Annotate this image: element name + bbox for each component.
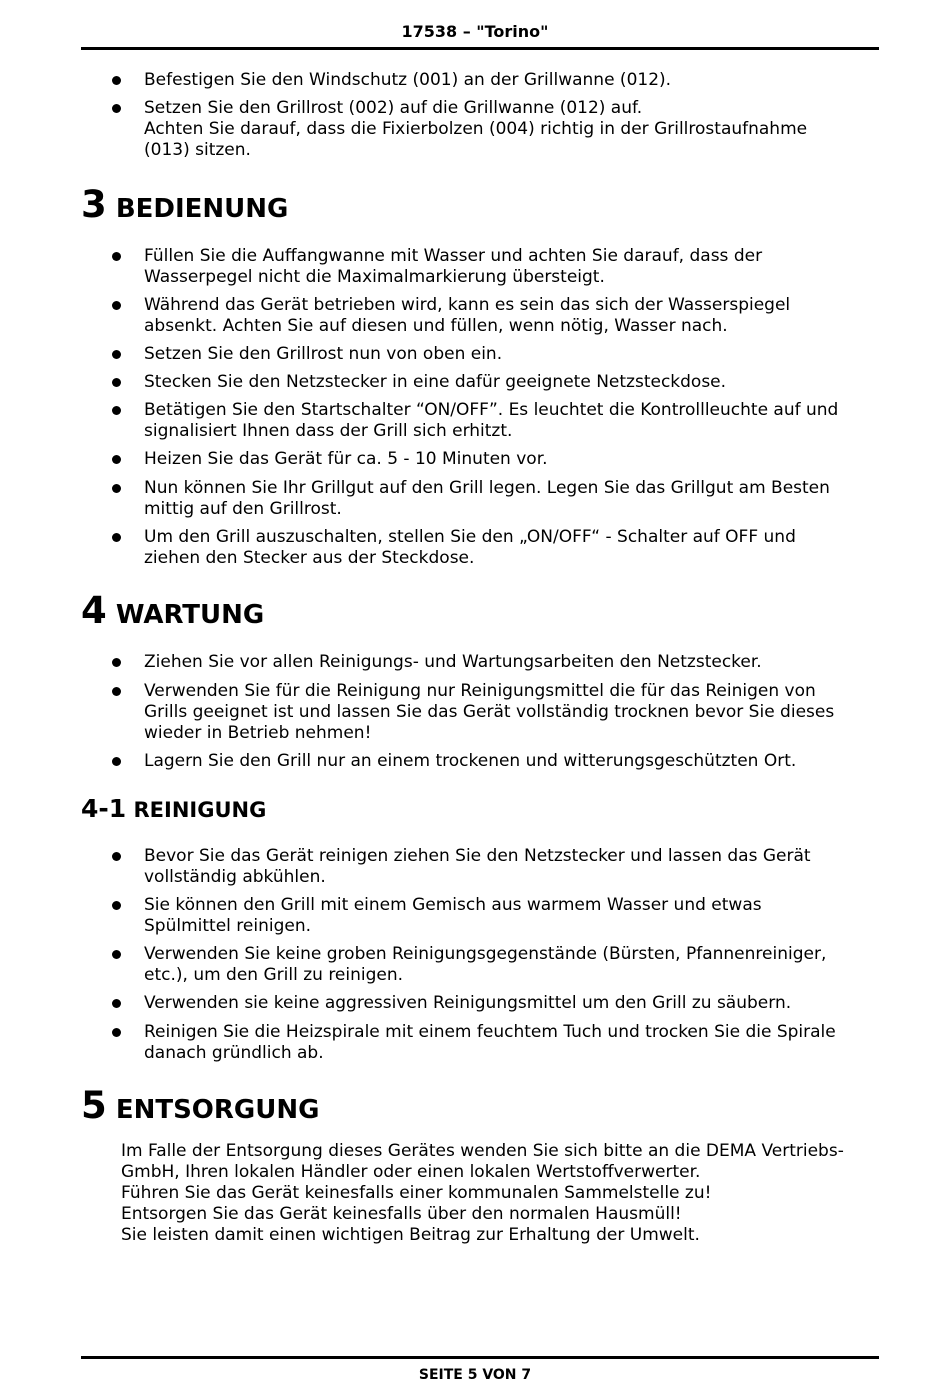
list-item: Sie können den Grill mit einem Gemisch aus warmem Wasser und etwas Spülmittel reinigen. [144, 895, 874, 937]
bullet-icon [112, 484, 121, 493]
bullet-icon [112, 104, 121, 113]
list-item: Betätigen Sie den Startschalter “ON/OFF”. Es leuchtet die Kontrollleuchte auf und signalisiert Ihnen dass der Grill sich erhitzt. [144, 400, 874, 442]
list-item: Verwenden sie keine aggressiven Reinigungsmittel um den Grill zu säubern. [144, 993, 874, 1014]
page-number: SEITE 5 VON 7 [418, 1367, 532, 1383]
list-item: Verwenden Sie keine groben Reinigungsgegenstände (Bürsten, Pfannenreiniger, etc.), um den Grill zu reinigen. [144, 944, 874, 986]
bullet-icon [112, 901, 121, 910]
section-heading-entsorgung: 5 ENTSORGUNG [81, 1084, 320, 1127]
list-item: Füllen Sie die Auffangwanne mit Wasser und achten Sie darauf, dass der Wasserpegel nicht die Maximalmarkierung übersteigt. [144, 246, 874, 288]
list-item: Verwenden Sie für die Reinigung nur Reinigungsmittel die für das Reinigen von Grills geeignet ist und lassen Sie das Gerät vollständig trocknen bevor Sie dieses wieder in Betrieb nehmen! [144, 681, 874, 744]
list-item: Lagern Sie den Grill nur an einem trockenen und witterungsgeschützten Ort. [144, 751, 874, 772]
header-divider [81, 47, 879, 50]
bullet-icon [112, 350, 121, 359]
bullet-icon [112, 76, 121, 85]
entsorgung-paragraph: Im Falle der Entsorgung dieses Gerätes wenden Sie sich bitte an die DEMA Vertriebs- GmbH, Ihren lokalen Händler oder einen lokalen Wertstoffverwerter. Führen Sie das Gerät keinesfalls einer kommunalen Sammelstelle zu! Entsorgen Sie das Gerät keinesfalls über den normalen Hausmüll! Sie leisten damit einen wichtigen Beitrag zur Erhaltung der Umwelt. [121, 1141, 844, 1245]
section-heading-wartung: 4 WARTUNG [81, 589, 265, 632]
list-item: Nun können Sie Ihr Grillgut auf den Grill legen. Legen Sie das Grillgut am Besten mittig auf den Grillrost. [144, 478, 874, 520]
bullet-icon [112, 252, 121, 261]
list-item: Um den Grill auszuschalten, stellen Sie den „ON/OFF“ - Schalter auf OFF und ziehen den Stecker aus der Steckdose. [144, 527, 874, 569]
bullet-icon [112, 533, 121, 542]
bullet-icon [112, 687, 121, 696]
list-item: Setzen Sie den Grillrost nun von oben ein. [144, 344, 874, 365]
list-item: Ziehen Sie vor allen Reinigungs- und Wartungsarbeiten den Netzstecker. [144, 652, 874, 673]
document-title: 17538 – "Torino" [401, 22, 549, 41]
subsection-heading-reinigung: 4-1 REINIGUNG [81, 794, 267, 823]
list-item: Reinigen Sie die Heizspirale mit einem feuchtem Tuch und trocken Sie die Spirale danach gründlich ab. [144, 1022, 874, 1064]
bullet-icon [112, 999, 121, 1008]
list-item: Setzen Sie den Grillrost (002) auf die Grillwanne (012) auf. Achten Sie darauf, dass die Fixierbolzen (004) richtig in der Grillrostaufnahme (013) sitzen. [144, 98, 874, 161]
list-item: Heizen Sie das Gerät für ca. 5 - 10 Minuten vor. [144, 449, 874, 470]
bullet-icon [112, 378, 121, 387]
bullet-icon [112, 406, 121, 415]
list-item: Stecken Sie den Netzstecker in eine dafür geeignete Netzsteckdose. [144, 372, 874, 393]
list-item: Bevor Sie das Gerät reinigen ziehen Sie den Netzstecker und lassen das Gerät vollständig abkühlen. [144, 846, 874, 888]
bullet-icon [112, 950, 121, 959]
bullet-icon [112, 658, 121, 667]
list-item: Befestigen Sie den Windschutz (001) an der Grillwanne (012). [144, 70, 874, 91]
list-item: Während das Gerät betrieben wird, kann es sein das sich der Wasserspiegel absenkt. Achten Sie auf diesen und füllen, wenn nötig, Wasser nach. [144, 295, 874, 337]
section-heading-bedienung: 3 BEDIENUNG [81, 183, 289, 226]
footer-divider [81, 1356, 879, 1359]
bullet-icon [112, 301, 121, 310]
bullet-icon [112, 852, 121, 861]
bullet-icon [112, 757, 121, 766]
bullet-icon [112, 455, 121, 464]
bullet-icon [112, 1028, 121, 1037]
